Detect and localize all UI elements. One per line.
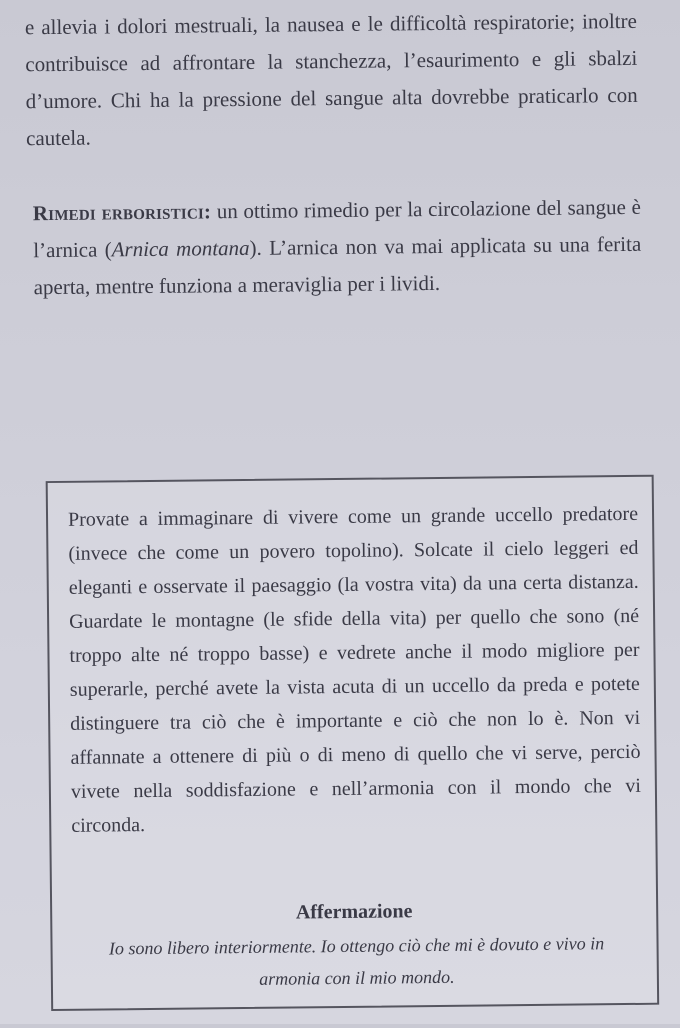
intro-paragraph: e allevia i dolori mestruali, la nausea e le difficoltà respiratorie; inoltre contribuisce ad affrontare la stanchezza, l’esaurimento e gli sbalzi d’umore. Chi ha la pressione del sangue alta dovrebbe praticarlo con cautela. [24,8,638,151]
herbal-remedies-section [33,189,642,306]
herbal-remedies-heading: Rimedi erboristici: [32,199,212,226]
affirmation-text: Io sono libero interiormente. Io ottengo ciò che mi è dovuto e vivo in armonia con il mio mondo. [108,933,605,989]
herbal-remedies-paragraph [33,189,642,306]
herbal-remedies-latin-name: Arnica montana [111,235,250,262]
meditation-box [46,475,660,1011]
affirmation-title: Affermazione [295,900,413,924]
herbal-remedies-text-after: ). L’arnica non va mai applicata su una ferita aperta, mentre funziona a meraviglia per i lividi. [33,231,642,300]
intro-section [25,3,639,157]
meditation-paragraph: Provate a immaginare di vivere come un grande uccello predatore (invece che come un povero topolino). Solcate il cielo leggeri ed eleganti e osservate il paesaggio (la vostra vita) da una certa distanza. Guardate le montagne (le sfide della vita) per quello che sono (né troppo alte né troppo basse) e vedrete anche il modo migliore per superarle, perché avete la vista acuta di un uccello da preda e potete distinguere tra ciò che è importante e ciò che non lo è. Non vi affannate a ottenere di più o di meno di quello che vi serve, perciò vivete nella soddisfazione e nell’armonia con il mondo che vi circonda. [67,502,641,837]
herbal-remedies-text-before: un ottimo rimedio per la circolazione del sangue è l’arnica ( [33,194,641,263]
